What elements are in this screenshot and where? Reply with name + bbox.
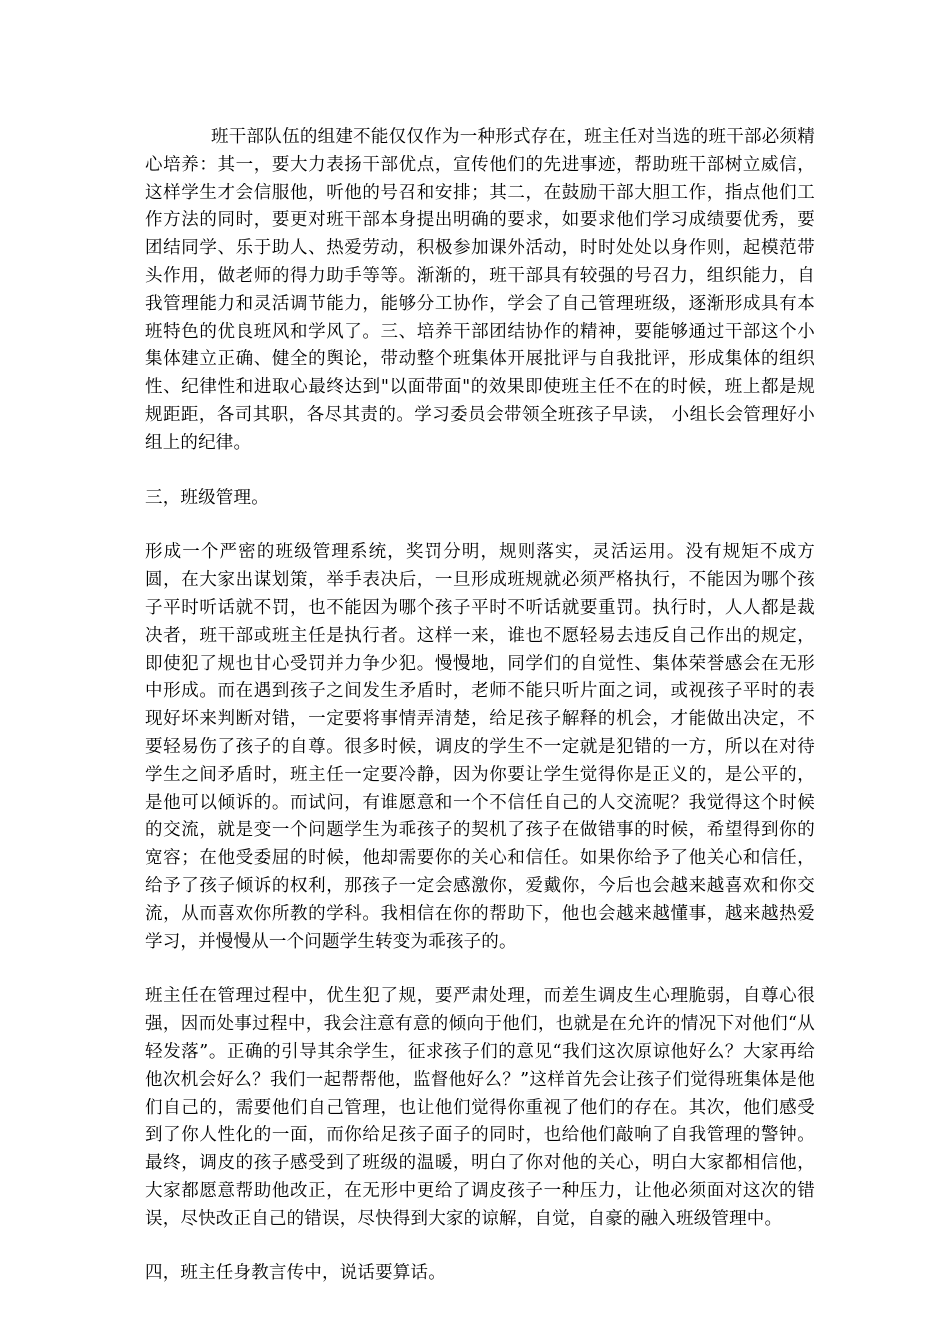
document-body: [145, 124, 815, 1288]
section-heading-class-management: 三，班级管理。: [145, 487, 269, 508]
section-heading-lead-by-example: 四，班主任身教言传中，说话要算话。: [145, 1263, 446, 1284]
paragraph-class-cadre-training: 班干部队伍的组建不能仅仅作为一种形式存在，班主任对当选的班干部必须精心培养：其一，要大力表扬干部优点，宣传他们的先进事迹，帮助班干部树立威信，这样学生才会信服他，听他的号召和安排；其二，在鼓励干部大胆工作，指点他们工作方法的同时，要更对班干部本身提出明确的要求，如要求他们学习成绩要优秀，要团结同学、乐于助人、热爱劳动，积极参加课外活动，时时处处以身作则，起模范带头作用，做老师的得力助手等等。渐渐的，班干部具有较强的号召力，组织能力，自我管理能力和灵活调节能力，能够分工协作，学会了自己管理班级，逐渐形成具有本班特色的优良班风和学风了。三、培养干部团结协作的精神，要能够通过干部这个小集体建立正确、健全的舆论，带动整个班集体开展批评与自我批评，形成集体的组织性、纪律性和进取心最终达到"以面带面"的效果即使班主任不在的时候，班上都是规规距距，各司其职，各尽其责的。学习委员会带领全班孩子早读， 小组长会管理好小组上的纪律。: [145, 127, 815, 453]
paragraph-management-system: 形成一个严密的班级管理系统，奖罚分明，规则落实，灵活运用。没有规矩不成方圆，在大家出谋划策，举手表决后，一旦形成班规就必须严格执行，不能因为哪个孩子平时听话就不罚，也不能因为哪个孩子平时不听话就要重罚。执行时，人人都是裁决者，班干部或班主任是执行者。这样一来，谁也不愿轻易去违反自己作出的规定，即使犯了规也甘心受罚并力争少犯。慢慢地，同学们的自觉性、集体荣誉感会在无形中形成。而在遇到孩子之间发生矛盾时，老师不能只听片面之词，或视孩子平时的表现好坏来判断对错，一定要将事情弄清楚，给足孩子解释的机会，才能做出决定，不要轻易伤了孩子的自尊。很多时候，调皮的学生不一定就是犯错的一方，所以在对待学生之间矛盾时，班主任一定要冷静，因为你要让学生觉得你是正义的，是公平的，是他可以倾诉的。而试问，有谁愿意和一个不信任自己的人交流呢？我觉得这个时候的交流，就是变一个问题学生为乖孩子的契机了孩子在做错事的时候，希望得到你的宽容；在他受委屈的时候，他却需要你的关心和信任。如果你给予了他关心和信任，给予了孩子倾诉的权利，那孩子一定会感激你，爱戴你，今后也会越来越喜欢和你交流，从而喜欢你所教的学科。我相信在你的帮助下，他也会越来越懂事，越来越热爱学习，并慢慢从一个问题学生转变为乖孩子的。: [145, 542, 815, 952]
paragraph-handling-violations: 班主任在管理过程中，优生犯了规，要严肃处理，而差生调皮生心理脆弱，自尊心很强，因而处事过程中，我会注意有意的倾向于他们，也就是在允许的情况下对他们“从轻发落”。正确的引导其余学生，征求孩子们的意见“我们这次原谅他好么？大家再给他次机会好么？我们一起帮帮他，监督他好么？”这样首先会让孩子们觉得班集体是他们自己的，需要他们自己管理，也让他们觉得你重视了他们的存在。其次，他们感受到了你人性化的一面，而你给足孩子面子的同时，也给他们敲响了自我管理的警钟。最终，调皮的孩子感受到了班级的温暖，明白了你对他的关心，明白大家都相信他，大家都愿意帮助他改正，在无形中更给了调皮孩子一种压力，让他必须面对这次的错误，尽快改正自己的错误，尽快得到大家的谅解，自觉，自豪的融入班级管理中。: [145, 986, 815, 1229]
